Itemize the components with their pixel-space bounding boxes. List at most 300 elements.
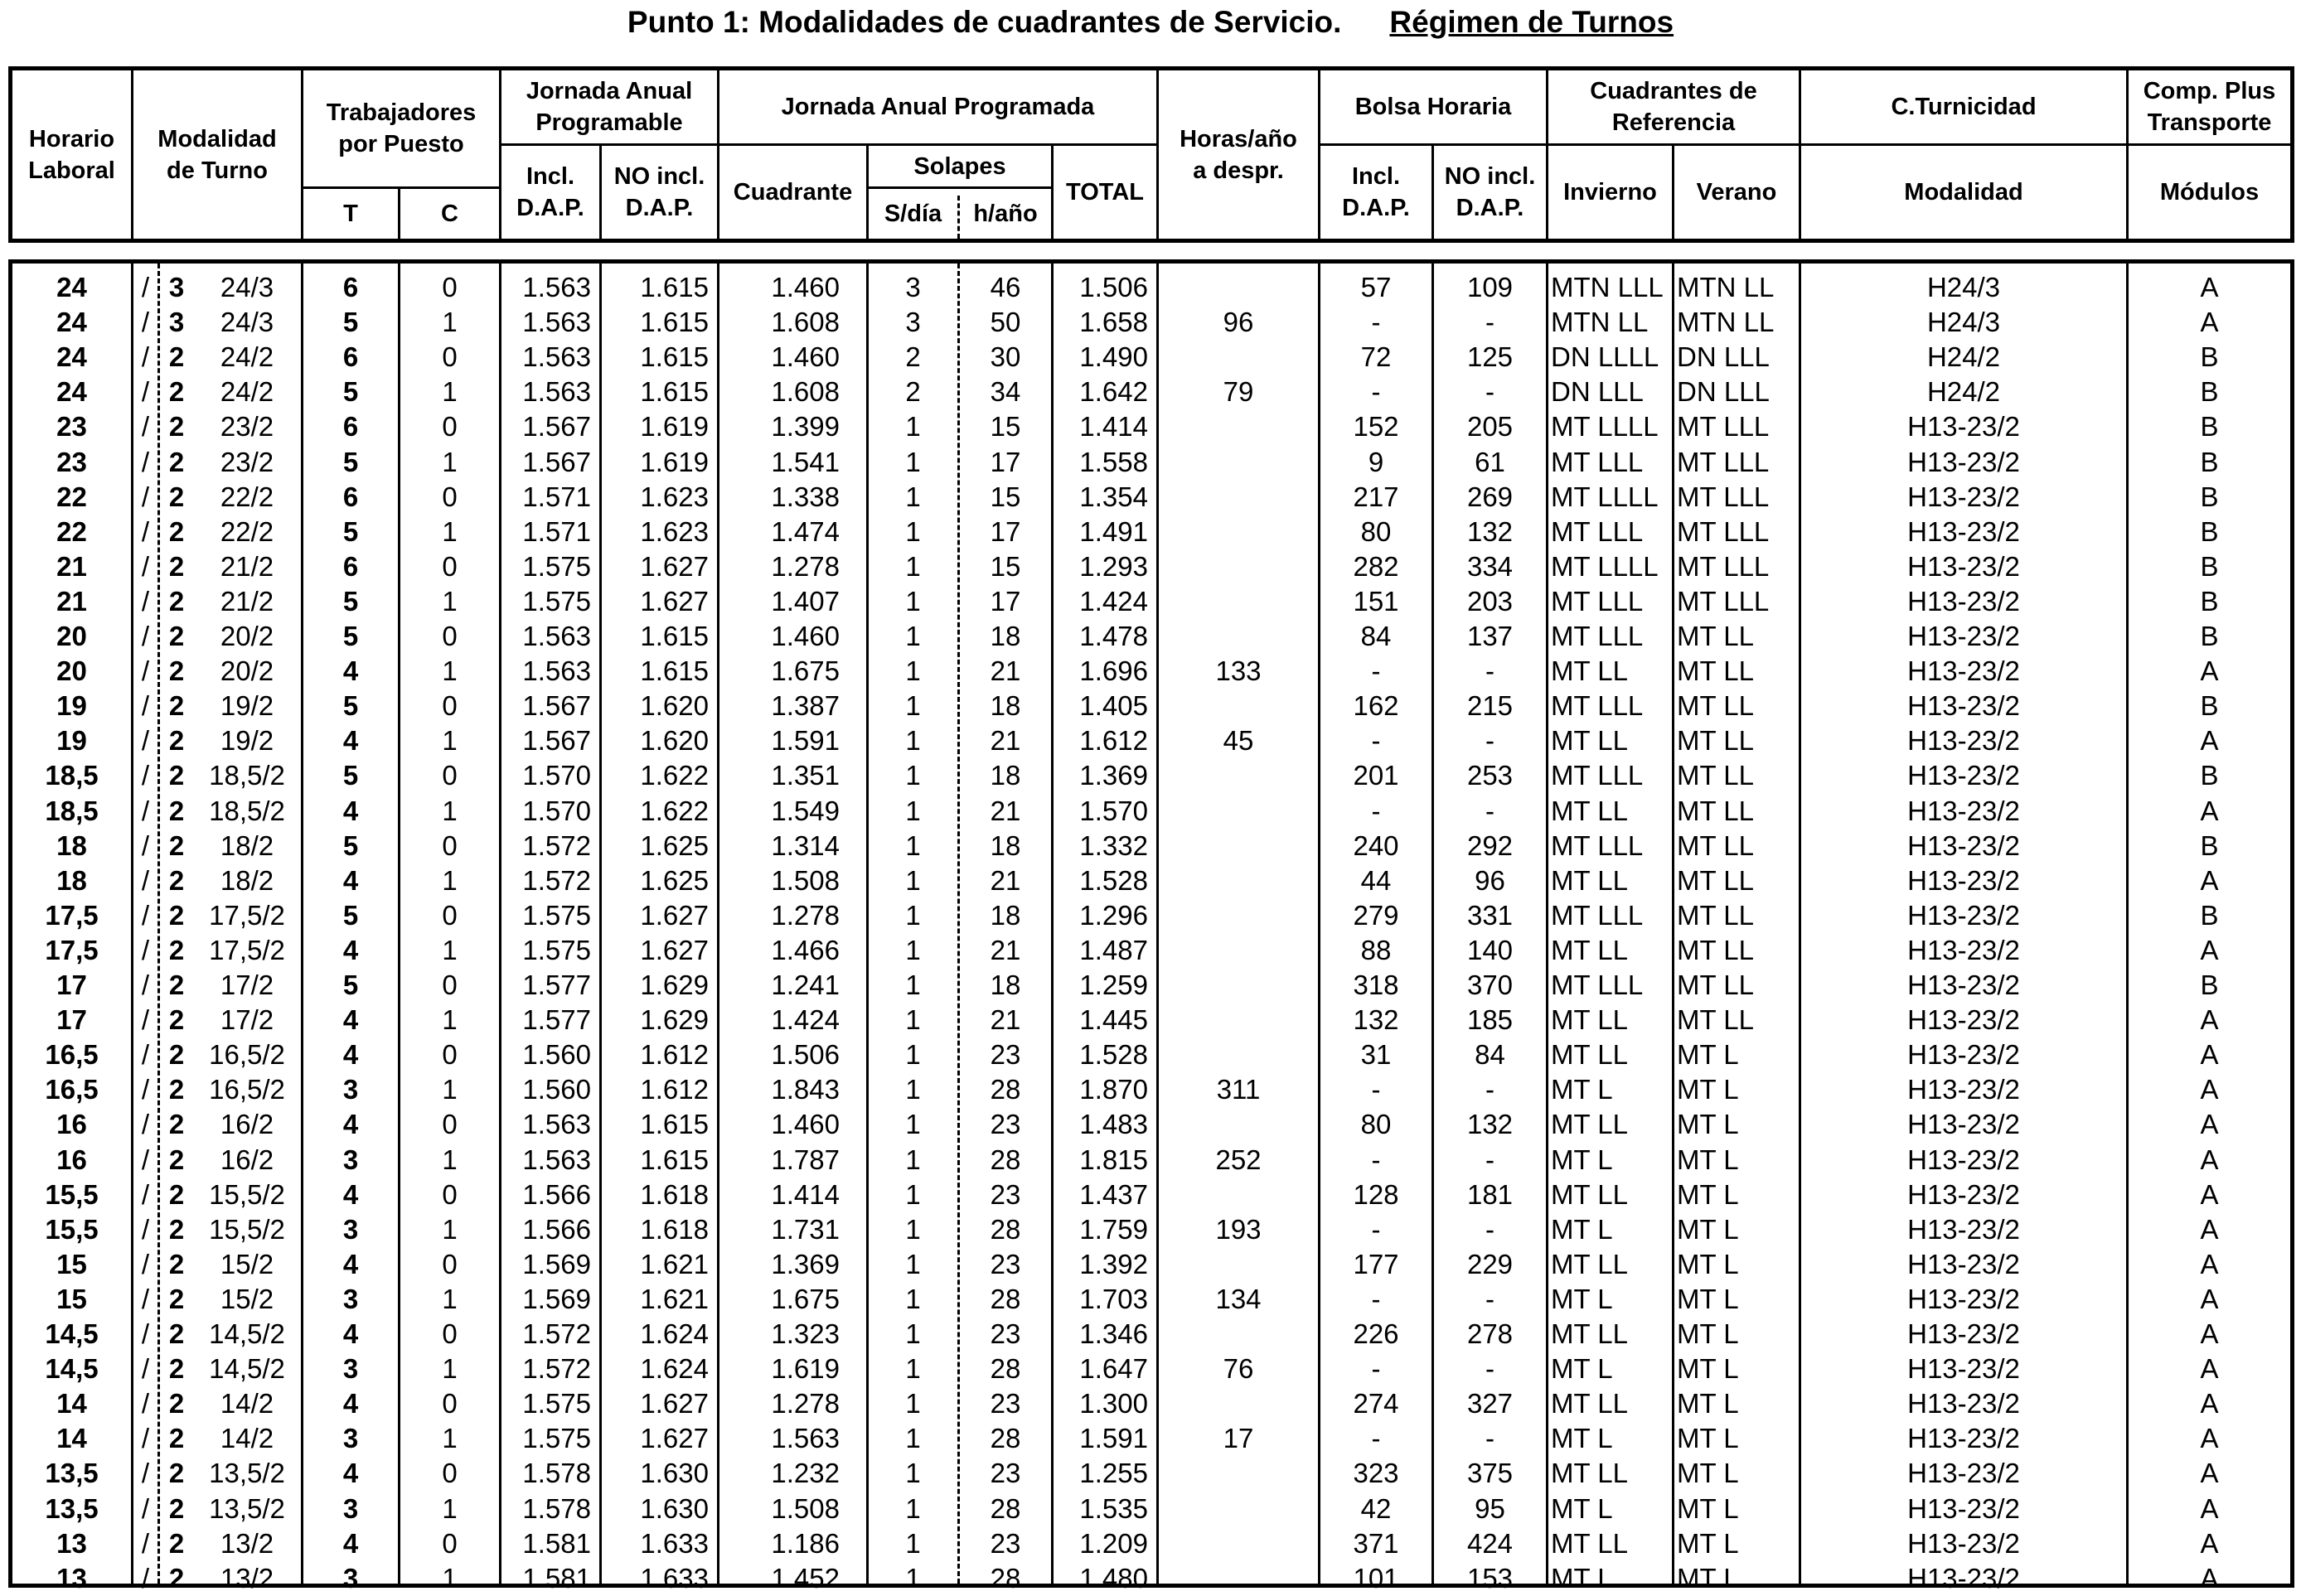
cell-modulos: A [2200, 655, 2219, 687]
table-row [12, 375, 2290, 409]
cell-h-ano: 18 [990, 760, 1021, 791]
table-body [8, 259, 2294, 1594]
cell-cuadrante: 1.541 [771, 446, 840, 477]
cell-prog-incl: 1.563 [522, 621, 591, 651]
header-trabajadores-por-puesto: Trabajadores por Puesto [326, 99, 477, 157]
cell-bolsa-no-incl: - [1485, 1213, 1494, 1245]
cell-horario: 14 [56, 1423, 87, 1454]
cell-bolsa-no-incl: - [1485, 1074, 1494, 1105]
cell-verano: MT L [1677, 1423, 1739, 1454]
cell-slash: / [141, 1527, 150, 1559]
cell-total: 1.528 [1079, 1039, 1148, 1071]
cell-horas-despr [1159, 619, 1318, 654]
cell-modalidad: 14/2 [220, 1423, 274, 1454]
cell-modalidad: 22/2 [220, 515, 274, 547]
cell-turnos: 2 [168, 1423, 185, 1454]
cell-c: 1 [442, 1492, 458, 1524]
header-cuadrantes-referencia: Cuadrantes de Referencia [1590, 78, 1757, 136]
cell-h-ano: 18 [990, 899, 1021, 931]
cell-slash: / [141, 899, 150, 931]
cell-horas-despr [1159, 445, 1318, 480]
cell-modalidad: 13,5/2 [209, 1458, 285, 1489]
cell-cuadrante: 1.241 [771, 970, 840, 1000]
cell-total: 1.612 [1079, 725, 1148, 757]
cell-t: 5 [342, 899, 359, 931]
cell-t: 4 [342, 1527, 359, 1559]
cell-prog-incl: 1.572 [522, 1353, 591, 1385]
cell-slash: / [141, 446, 150, 477]
cell-bolsa-incl: 323 [1353, 1458, 1399, 1489]
cell-turnicidad: H13-23/2 [1907, 550, 2020, 582]
cell-modalidad: 18,5/2 [209, 795, 285, 826]
cell-bolsa-incl: - [1371, 376, 1381, 408]
cell-prog-incl: 1.577 [522, 970, 591, 1000]
table-header [8, 66, 2294, 243]
cell-horas-despr: 133 [1215, 655, 1262, 687]
cell-modulos: A [2200, 1492, 2219, 1524]
cell-prog-incl: 1.570 [522, 795, 591, 826]
cell-bolsa-no-incl: 253 [1466, 760, 1514, 791]
cell-total: 1.647 [1079, 1353, 1148, 1385]
cell-horario: 14,5 [45, 1353, 99, 1385]
cell-turnicidad: H13-23/2 [1907, 621, 2020, 651]
cell-invierno: MT L [1551, 1213, 1613, 1245]
header-bolsa-horaria: Bolsa Horaria [1354, 94, 1512, 120]
cell-h-ano: 28 [990, 1423, 1021, 1454]
cell-horario: 23 [56, 446, 87, 477]
cell-prog-no-incl: 1.621 [640, 1283, 709, 1314]
cell-prog-incl: 1.567 [522, 446, 591, 477]
cell-h-ano: 23 [990, 1527, 1021, 1559]
cell-bolsa-incl: - [1371, 795, 1381, 826]
cell-h-ano: 28 [990, 1283, 1021, 1314]
cell-prog-incl: 1.569 [522, 1283, 591, 1314]
cell-total: 1.703 [1079, 1283, 1148, 1314]
cell-total: 1.209 [1079, 1527, 1148, 1559]
cell-modalidad: 21/2 [220, 550, 274, 582]
cell-bolsa-incl: - [1371, 1283, 1381, 1314]
cell-total: 1.480 [1079, 1562, 1148, 1594]
cell-turnicidad: H13-23/2 [1907, 1283, 2020, 1314]
cell-h-ano: 46 [990, 272, 1021, 302]
cell-s-dia: 1 [905, 446, 921, 477]
cell-prog-incl: 1.560 [522, 1074, 591, 1105]
cell-bolsa-incl: - [1371, 307, 1381, 338]
cell-bolsa-incl: - [1371, 1074, 1381, 1105]
cell-bolsa-incl: 80 [1360, 515, 1392, 547]
cell-slash: / [141, 481, 150, 512]
cell-prog-no-incl: 1.622 [640, 795, 709, 826]
cell-t: 5 [342, 515, 359, 547]
cell-verano: MT L [1677, 1562, 1739, 1594]
cell-c: 1 [442, 864, 458, 896]
title-regime: Régimen de Turnos [1389, 5, 1674, 39]
cell-prog-no-incl: 1.625 [640, 864, 709, 896]
cell-slash: / [141, 1283, 150, 1314]
cell-t: 5 [342, 307, 359, 338]
table-row [12, 1282, 2290, 1317]
cell-prog-incl: 1.566 [522, 1213, 591, 1245]
cell-c: 0 [442, 690, 458, 722]
header-jornada-programada: Jornada Anual Programada [781, 94, 1095, 120]
cell-turnos: 2 [168, 411, 185, 443]
cell-bolsa-no-incl: - [1485, 1423, 1494, 1454]
table-row [12, 1456, 2290, 1491]
cell-verano: MT L [1677, 1178, 1739, 1210]
cell-c: 1 [442, 795, 458, 826]
cell-verano: MT LL [1677, 934, 1754, 965]
cell-bolsa-no-incl: 132 [1466, 1109, 1514, 1140]
cell-turnicidad: H13-23/2 [1907, 1353, 2020, 1385]
cell-bolsa-no-incl: 84 [1475, 1039, 1505, 1071]
cell-modalidad: 20/2 [220, 621, 274, 651]
cell-modulos: A [2200, 272, 2219, 302]
cell-cuadrante: 1.314 [771, 829, 840, 861]
cell-t: 6 [342, 341, 359, 373]
cell-modulos: A [2200, 795, 2219, 826]
cell-total: 1.483 [1079, 1109, 1148, 1140]
cell-turnos: 2 [168, 341, 185, 373]
cell-t: 4 [342, 1458, 359, 1489]
cell-c: 1 [442, 1004, 458, 1036]
cell-h-ano: 17 [990, 515, 1021, 547]
cell-turnos: 2 [168, 1039, 185, 1071]
cell-invierno: MT L [1551, 1283, 1613, 1314]
cell-bolsa-incl: 318 [1353, 970, 1399, 1000]
cell-turnos: 2 [168, 899, 185, 931]
cell-bolsa-incl: - [1371, 1353, 1381, 1385]
cell-c: 0 [442, 760, 458, 791]
cell-t: 5 [342, 585, 359, 617]
cell-turnicidad: H13-23/2 [1907, 690, 2020, 722]
cell-modulos: A [2200, 307, 2219, 338]
cell-total: 1.255 [1079, 1458, 1148, 1489]
cell-s-dia: 1 [905, 1388, 921, 1419]
cell-h-ano: 23 [990, 1109, 1021, 1140]
cell-turnicidad: H13-23/2 [1907, 864, 2020, 896]
cell-horario: 19 [56, 690, 87, 722]
cell-turnicidad: H13-23/2 [1907, 1213, 2020, 1245]
cell-modulos: A [2200, 1004, 2219, 1036]
cell-cuadrante: 1.731 [771, 1213, 840, 1245]
cell-modalidad: 13/2 [220, 1562, 274, 1594]
cell-c: 1 [442, 1074, 458, 1105]
cell-c: 1 [442, 1423, 458, 1454]
cell-t: 4 [342, 1039, 359, 1071]
cell-modulos: B [2200, 690, 2219, 722]
cell-total: 1.405 [1079, 690, 1148, 722]
cell-total: 1.414 [1079, 411, 1148, 443]
cell-c: 1 [442, 1562, 458, 1594]
cell-verano: MT L [1677, 1213, 1739, 1245]
cell-t: 3 [342, 1283, 359, 1314]
cell-turnicidad: H13-23/2 [1907, 1004, 2020, 1036]
cell-s-dia: 1 [905, 1109, 921, 1140]
table-row [12, 689, 2290, 723]
cell-horario: 13,5 [45, 1492, 99, 1524]
cell-slash: / [141, 1248, 150, 1279]
cell-horario: 20 [56, 621, 87, 651]
cell-verano: MT LL [1677, 864, 1754, 896]
cell-s-dia: 1 [905, 1353, 921, 1385]
cell-modulos: A [2200, 1318, 2219, 1349]
cell-invierno: MT LLL [1551, 446, 1644, 477]
cell-turnos: 2 [168, 725, 185, 757]
cell-verano: MT L [1677, 1144, 1739, 1175]
cell-slash: / [141, 376, 150, 408]
cell-c: 0 [442, 341, 458, 373]
cell-slash: / [141, 550, 150, 582]
cell-prog-no-incl: 1.615 [640, 655, 709, 687]
cell-t: 3 [342, 1492, 359, 1524]
cell-turnos: 2 [168, 655, 185, 687]
cell-bolsa-no-incl: 125 [1466, 341, 1514, 373]
cell-invierno: MT LLL [1551, 970, 1644, 1000]
cell-total: 1.528 [1079, 864, 1148, 896]
cell-bolsa-no-incl: 61 [1475, 446, 1505, 477]
cell-horas-despr [1159, 1107, 1318, 1142]
cell-c: 1 [442, 376, 458, 408]
cell-verano: MT L [1677, 1283, 1739, 1314]
table-row [12, 1247, 2290, 1282]
cell-turnos: 3 [168, 272, 185, 302]
cell-turnicidad: H13-23/2 [1907, 1144, 2020, 1175]
cell-verano: MT LLL [1677, 481, 1770, 512]
cell-turnos: 2 [168, 760, 185, 791]
cell-turnos: 2 [168, 864, 185, 896]
cell-s-dia: 1 [905, 585, 921, 617]
table-row [12, 829, 2290, 863]
cell-turnos: 2 [168, 1283, 185, 1314]
cell-prog-incl: 1.567 [522, 725, 591, 757]
cell-invierno: MT LLL [1551, 585, 1644, 617]
cell-slash: / [141, 307, 150, 338]
cell-turnicidad: H24/2 [1926, 376, 2001, 408]
cell-total: 1.300 [1079, 1388, 1148, 1419]
table-row [12, 1561, 2290, 1596]
cell-horario: 20 [56, 655, 87, 687]
cell-h-ano: 18 [990, 621, 1021, 651]
cell-c: 0 [442, 1318, 458, 1349]
cell-horas-despr [1159, 968, 1318, 1003]
cell-cuadrante: 1.787 [771, 1144, 840, 1175]
header-programable-incl-dap: Incl. D.A.P. [516, 163, 584, 221]
cell-modalidad: 19/2 [220, 725, 274, 757]
cell-horas-despr [1159, 1178, 1318, 1212]
cell-horas-despr [1159, 270, 1318, 305]
cell-prog-no-incl: 1.615 [640, 272, 709, 302]
cell-h-ano: 21 [990, 864, 1021, 896]
cell-s-dia: 1 [905, 481, 921, 512]
cell-c: 1 [442, 515, 458, 547]
cell-turnicidad: H13-23/2 [1907, 515, 2020, 547]
header-horas-a-despr: Horas/año a despr. [1180, 125, 1297, 184]
cell-prog-no-incl: 1.630 [640, 1492, 709, 1524]
cell-h-ano: 28 [990, 1353, 1021, 1385]
cell-s-dia: 1 [905, 1074, 921, 1105]
cell-modulos: A [2200, 1109, 2219, 1140]
cell-total: 1.570 [1079, 795, 1148, 826]
cell-total: 1.535 [1079, 1492, 1148, 1524]
cell-verano: MT LL [1677, 760, 1754, 791]
cell-invierno: MT LLLL [1551, 411, 1659, 443]
cell-turnicidad: H13-23/2 [1907, 1562, 2020, 1594]
cell-invierno: MT L [1551, 1074, 1613, 1105]
table-row [12, 1352, 2290, 1386]
cell-modulos: A [2200, 1353, 2219, 1385]
cell-invierno: MT L [1551, 1423, 1613, 1454]
cell-modulos: A [2200, 1248, 2219, 1279]
cell-modulos: A [2200, 725, 2219, 757]
cell-prog-no-incl: 1.624 [640, 1353, 709, 1385]
cell-prog-no-incl: 1.623 [640, 515, 709, 547]
cell-bolsa-incl: 274 [1353, 1388, 1399, 1419]
cell-prog-no-incl: 1.633 [640, 1527, 709, 1559]
cell-turnicidad: H13-23/2 [1907, 1492, 2020, 1524]
table-row [12, 1492, 2290, 1526]
table-row [12, 1037, 2290, 1072]
cell-modulos: A [2200, 1283, 2219, 1314]
cell-s-dia: 3 [905, 272, 921, 302]
cell-modalidad: 15/2 [220, 1248, 274, 1279]
cell-invierno: MT LLLL [1551, 481, 1659, 512]
cell-invierno: MT LL [1551, 1527, 1628, 1559]
cell-s-dia: 1 [905, 690, 921, 722]
cell-horas-despr [1159, 1456, 1318, 1491]
cell-horas-despr: 252 [1215, 1144, 1262, 1175]
cell-total: 1.696 [1079, 655, 1148, 687]
cell-modalidad: 14,5/2 [209, 1353, 285, 1385]
cell-cuadrante: 1.232 [771, 1458, 840, 1489]
cell-verano: MT L [1677, 1458, 1739, 1489]
cell-turnicidad: H13-23/2 [1907, 1423, 2020, 1454]
cell-bolsa-no-incl: - [1485, 1353, 1494, 1385]
cell-invierno: MT LLL [1551, 690, 1644, 722]
cell-modalidad: 14,5/2 [209, 1318, 285, 1349]
cell-prog-no-incl: 1.615 [640, 341, 709, 373]
cell-prog-incl: 1.572 [522, 864, 591, 896]
cell-bolsa-incl: 128 [1353, 1178, 1399, 1210]
cell-cuadrante: 1.387 [771, 690, 840, 722]
cell-modalidad: 17,5/2 [209, 934, 285, 965]
cell-t: 4 [342, 795, 359, 826]
cell-s-dia: 1 [905, 934, 921, 965]
cell-turnos: 2 [168, 1562, 185, 1594]
cell-turnicidad: H13-23/2 [1907, 934, 2020, 965]
table-row [12, 1072, 2290, 1107]
cell-horas-despr [1159, 409, 1318, 444]
table-row [12, 480, 2290, 515]
cell-h-ano: 21 [990, 725, 1021, 757]
cell-invierno: MT LL [1551, 1318, 1628, 1349]
cell-prog-no-incl: 1.618 [640, 1213, 709, 1245]
cell-horas-despr [1159, 1561, 1318, 1596]
cell-modalidad: 17,5/2 [209, 899, 285, 931]
cell-cuadrante: 1.474 [771, 515, 840, 547]
cell-t: 5 [342, 621, 359, 651]
cell-cuadrante: 1.549 [771, 795, 840, 826]
cell-invierno: MT LL [1551, 725, 1628, 757]
header-c-turnicidad: C.Turnicidad [1891, 94, 2037, 120]
cell-verano: MT LLL [1677, 550, 1770, 582]
cell-modulos: B [2200, 760, 2219, 791]
cell-slash: / [141, 829, 150, 861]
cell-turnos: 2 [168, 446, 185, 477]
cell-bolsa-no-incl: 375 [1466, 1458, 1514, 1489]
cell-turnos: 2 [168, 1144, 185, 1175]
cell-bolsa-no-incl: - [1485, 376, 1494, 408]
table-row [12, 1212, 2290, 1247]
cell-slash: / [141, 1213, 150, 1245]
cell-bolsa-no-incl: 205 [1466, 411, 1514, 443]
cell-verano: MTN LL [1677, 307, 1775, 338]
cell-total: 1.491 [1079, 515, 1148, 547]
cell-bolsa-no-incl: 370 [1466, 970, 1514, 1000]
cell-slash: / [141, 1562, 150, 1594]
cell-verano: MT L [1677, 1039, 1739, 1071]
cell-turnos: 2 [168, 1248, 185, 1279]
cell-modalidad: 15,5/2 [209, 1213, 285, 1245]
cell-invierno: MT LLL [1551, 621, 1644, 651]
cell-c: 1 [442, 1353, 458, 1385]
cell-verano: MT L [1677, 1527, 1739, 1559]
table-row [12, 1421, 2290, 1456]
cell-slash: / [141, 864, 150, 896]
cell-bolsa-incl: 101 [1353, 1562, 1399, 1594]
cell-invierno: MT L [1551, 1353, 1613, 1385]
cell-s-dia: 1 [905, 655, 921, 687]
cell-t: 3 [342, 1074, 359, 1105]
cell-horario: 24 [56, 307, 87, 338]
cell-modulos: A [2200, 1178, 2219, 1210]
cell-prog-incl: 1.563 [522, 655, 591, 687]
cell-s-dia: 1 [905, 1144, 921, 1175]
cell-modalidad: 18/2 [220, 829, 274, 861]
cell-slash: / [141, 1318, 150, 1349]
cell-c: 0 [442, 1388, 458, 1419]
cell-horas-despr [1159, 480, 1318, 515]
cell-bolsa-no-incl: - [1485, 725, 1494, 757]
cell-horario: 17,5 [45, 899, 99, 931]
cell-horas-despr: 45 [1223, 725, 1254, 757]
cell-horario: 16,5 [45, 1039, 99, 1071]
cell-turnos: 2 [168, 1492, 185, 1524]
cell-h-ano: 23 [990, 1458, 1021, 1489]
cell-bolsa-incl: 44 [1360, 864, 1392, 896]
cell-h-ano: 28 [990, 1144, 1021, 1175]
cell-prog-incl: 1.572 [522, 1318, 591, 1349]
cell-prog-no-incl: 1.629 [640, 970, 709, 1000]
cell-prog-incl: 1.577 [522, 1004, 591, 1036]
cell-prog-no-incl: 1.615 [640, 621, 709, 651]
cell-invierno: MT LL [1551, 1004, 1628, 1036]
cell-prog-incl: 1.570 [522, 760, 591, 791]
cell-bolsa-no-incl: 334 [1466, 550, 1514, 582]
table-row [12, 863, 2290, 898]
cell-c: 0 [442, 1109, 458, 1140]
cell-turnos: 2 [168, 1074, 185, 1105]
cell-horario: 18,5 [45, 795, 99, 826]
cell-bolsa-no-incl: 137 [1466, 621, 1514, 651]
cell-horario: 15,5 [45, 1178, 99, 1210]
cell-bolsa-incl: 162 [1353, 690, 1399, 722]
cell-modalidad: 24/3 [220, 307, 274, 338]
cell-modulos: A [2200, 1423, 2219, 1454]
cell-bolsa-no-incl: - [1485, 795, 1494, 826]
cell-invierno: MT LLL [1551, 899, 1644, 931]
cell-t: 4 [342, 1248, 359, 1279]
cell-total: 1.332 [1079, 829, 1148, 861]
